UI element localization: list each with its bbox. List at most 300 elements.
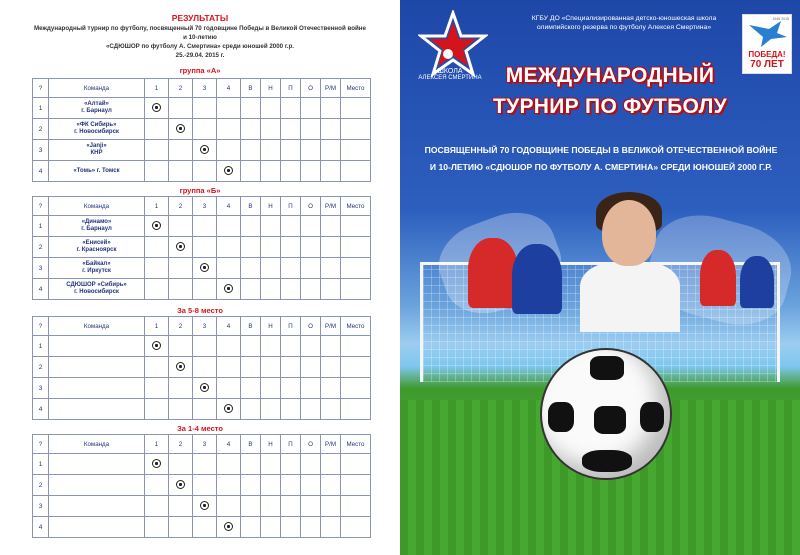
column-header: 4 <box>217 197 241 216</box>
results-table <box>32 316 371 420</box>
score-cell <box>217 258 241 279</box>
score-cell <box>301 517 321 538</box>
row-number: 1 <box>33 98 49 119</box>
team-name-line: г. Новосибирск <box>74 289 119 295</box>
row-number: 2 <box>33 357 49 378</box>
results-table <box>32 196 371 300</box>
table-row <box>33 378 371 399</box>
row-number: 3 <box>33 378 49 399</box>
score-cell <box>341 258 371 279</box>
score-cell <box>281 357 301 378</box>
score-cell <box>193 161 217 182</box>
org-line: КГБУ ДО «Специализированная детско-юношеская школа <box>531 15 717 22</box>
team-cell <box>49 378 145 399</box>
group-title: группа «А» <box>179 66 221 75</box>
cover-dedication <box>406 142 796 176</box>
score-cell <box>281 454 301 475</box>
row-number: 4 <box>33 279 49 300</box>
table-row <box>33 279 371 300</box>
table-row <box>33 161 371 182</box>
column-header: Команда <box>49 197 145 216</box>
score-cell <box>241 279 261 300</box>
score-cell <box>241 399 261 420</box>
football-icon <box>176 362 185 371</box>
score-cell <box>321 161 341 182</box>
score-cell <box>145 399 169 420</box>
score-cell <box>341 517 371 538</box>
football-icon <box>224 284 233 293</box>
score-cell <box>217 216 241 237</box>
team-name-line: КНР <box>90 150 103 156</box>
player-figure <box>740 256 774 308</box>
team-cell <box>49 258 145 279</box>
score-cell <box>341 496 371 517</box>
score-cell <box>169 98 193 119</box>
victory-line: 70 ЛЕТ <box>750 59 784 70</box>
group-title: За 5-8 место <box>177 306 223 315</box>
logo-line: АЛЕКСЕЯ СМЕРТИНА <box>418 75 482 81</box>
score-cell <box>261 336 281 357</box>
score-cell <box>169 216 193 237</box>
score-cell <box>145 216 169 237</box>
score-cell <box>301 98 321 119</box>
score-cell <box>145 161 169 182</box>
team-cell <box>49 454 145 475</box>
team-name-line: «Енисей» <box>82 240 111 246</box>
row-number: 3 <box>33 496 49 517</box>
score-cell <box>145 98 169 119</box>
score-cell <box>281 216 301 237</box>
column-header: 4 <box>217 317 241 336</box>
score-cell <box>281 119 301 140</box>
score-cell <box>193 357 217 378</box>
score-cell <box>341 237 371 258</box>
score-cell <box>241 496 261 517</box>
score-cell <box>241 140 261 161</box>
score-cell <box>241 378 261 399</box>
organization-name <box>504 14 744 32</box>
subtitle-line: «СДЮШОР по футболу А. Смертина» среди юношей 2000 г.р. <box>105 43 295 50</box>
score-cell <box>193 517 217 538</box>
football-icon <box>152 459 161 468</box>
team-name-line: «Janji» <box>86 143 107 149</box>
table-row <box>33 140 371 161</box>
cover-page <box>400 0 800 555</box>
score-cell <box>321 98 341 119</box>
football-icon <box>200 263 209 272</box>
column-header: Место <box>341 197 371 216</box>
coach-shirt <box>580 262 680 332</box>
team-cell <box>49 216 145 237</box>
score-cell <box>301 140 321 161</box>
score-cell <box>281 237 301 258</box>
score-cell <box>261 161 281 182</box>
score-cell <box>169 378 193 399</box>
score-cell <box>217 119 241 140</box>
score-cell <box>261 454 281 475</box>
score-cell <box>281 378 301 399</box>
score-cell <box>261 475 281 496</box>
column-header: В <box>241 79 261 98</box>
score-cell <box>301 237 321 258</box>
team-name-line: «ФК Сибирь» <box>76 122 117 128</box>
score-cell <box>341 378 371 399</box>
football-icon <box>200 383 209 392</box>
score-cell <box>261 517 281 538</box>
row-number: 3 <box>33 140 49 161</box>
table-row <box>33 475 371 496</box>
score-cell <box>301 161 321 182</box>
score-cell <box>217 496 241 517</box>
score-cell <box>261 237 281 258</box>
column-header: П <box>281 79 301 98</box>
table-row <box>33 336 371 357</box>
score-cell <box>301 357 321 378</box>
score-cell <box>281 517 301 538</box>
score-cell <box>169 258 193 279</box>
table-header-row <box>33 435 371 454</box>
score-cell <box>261 258 281 279</box>
subtitle-line: Международный турнир по футболу, посвященный 70 годовщине Победы в Великой Отечественной войне <box>34 25 366 32</box>
score-cell <box>217 357 241 378</box>
row-number: 2 <box>33 119 49 140</box>
column-header: В <box>241 317 261 336</box>
column-header: Место <box>341 435 371 454</box>
score-cell <box>321 454 341 475</box>
column-header: П <box>281 197 301 216</box>
score-cell <box>241 258 261 279</box>
score-cell <box>145 119 169 140</box>
column-header: О <box>301 435 321 454</box>
subtitle-line: и 10-летию <box>183 34 217 41</box>
column-header: Н <box>261 79 281 98</box>
score-cell <box>301 119 321 140</box>
score-cell <box>217 454 241 475</box>
column-header: Р/М <box>321 317 341 336</box>
table-row <box>33 399 371 420</box>
player-figure <box>700 250 736 306</box>
column-header: Н <box>261 435 281 454</box>
team-name-line: «Байкал» <box>82 261 111 267</box>
score-cell <box>321 237 341 258</box>
team-cell <box>49 237 145 258</box>
group-title: группа «Б» <box>179 186 221 195</box>
score-cell <box>321 496 341 517</box>
title-line: ТУРНИР ПО ФУТБОЛУ <box>492 95 728 118</box>
soccer-ball-image <box>540 348 672 480</box>
football-icon <box>176 124 185 133</box>
column-header: 3 <box>193 197 217 216</box>
score-cell <box>169 161 193 182</box>
score-cell <box>301 454 321 475</box>
subtitle-line: 25.-29.04. 2015 г. <box>175 52 225 59</box>
football-icon <box>152 341 161 350</box>
column-header: Команда <box>49 435 145 454</box>
team-name-line: г. Иркутск <box>82 268 111 274</box>
score-cell <box>341 357 371 378</box>
team-cell <box>49 399 145 420</box>
score-cell <box>169 279 193 300</box>
column-header: 3 <box>193 435 217 454</box>
team-name-line: г. Барнаул <box>81 226 112 232</box>
column-header: В <box>241 435 261 454</box>
score-cell <box>261 140 281 161</box>
score-cell <box>241 161 261 182</box>
logo-line: ШКОЛА <box>437 68 463 75</box>
title-line: МЕЖДУНАРОДНЫЙ <box>505 64 715 87</box>
player-figure <box>468 238 518 308</box>
row-number: 1 <box>33 454 49 475</box>
score-cell <box>217 98 241 119</box>
score-cell <box>217 161 241 182</box>
table-row <box>33 454 371 475</box>
score-cell <box>321 216 341 237</box>
score-cell <box>241 357 261 378</box>
score-cell <box>193 258 217 279</box>
column-header: ? <box>33 435 49 454</box>
team-name-line: «Динамо» <box>81 219 112 225</box>
score-cell <box>169 336 193 357</box>
score-cell <box>261 496 281 517</box>
column-header: Команда <box>49 79 145 98</box>
column-header: 2 <box>169 197 193 216</box>
coach-face <box>602 200 656 266</box>
score-cell <box>169 454 193 475</box>
table-header-row <box>33 317 371 336</box>
score-cell <box>281 98 301 119</box>
table-row <box>33 496 371 517</box>
score-cell <box>145 357 169 378</box>
score-cell <box>169 475 193 496</box>
row-number: 4 <box>33 399 49 420</box>
score-cell <box>193 378 217 399</box>
score-cell <box>169 140 193 161</box>
team-name-line: г. Барнаул <box>81 108 112 114</box>
score-cell <box>341 279 371 300</box>
score-cell <box>321 399 341 420</box>
team-name-line: СДЮШОР «Сибирь» <box>66 282 127 288</box>
column-header: 3 <box>193 79 217 98</box>
column-header: 4 <box>217 79 241 98</box>
score-cell <box>341 399 371 420</box>
score-cell <box>341 98 371 119</box>
score-cell <box>193 98 217 119</box>
score-cell <box>241 517 261 538</box>
table-row <box>33 517 371 538</box>
score-cell <box>145 336 169 357</box>
score-cell <box>193 454 217 475</box>
score-cell <box>193 237 217 258</box>
score-cell <box>261 357 281 378</box>
score-cell <box>341 140 371 161</box>
team-cell <box>49 98 145 119</box>
score-cell <box>217 517 241 538</box>
score-cell <box>193 399 217 420</box>
score-cell <box>217 378 241 399</box>
score-cell <box>321 140 341 161</box>
score-cell <box>281 140 301 161</box>
score-cell <box>169 119 193 140</box>
column-header: 3 <box>193 317 217 336</box>
row-number: 3 <box>33 258 49 279</box>
column-header: Н <box>261 197 281 216</box>
score-cell <box>193 279 217 300</box>
score-cell <box>341 216 371 237</box>
score-cell <box>261 98 281 119</box>
score-cell <box>241 454 261 475</box>
score-cell <box>321 517 341 538</box>
score-cell <box>145 140 169 161</box>
football-icon <box>224 522 233 531</box>
column-header: Место <box>341 317 371 336</box>
score-cell <box>169 237 193 258</box>
score-cell <box>241 216 261 237</box>
column-header: 4 <box>217 435 241 454</box>
results-table <box>32 434 371 538</box>
column-header: 1 <box>145 435 169 454</box>
score-cell <box>261 119 281 140</box>
row-number: 2 <box>33 475 49 496</box>
score-cell <box>321 357 341 378</box>
score-cell <box>301 258 321 279</box>
victory-line: ПОБЕДА! <box>748 50 786 59</box>
score-cell <box>145 237 169 258</box>
team-name-line: «Алтай» <box>84 101 109 107</box>
team-cell <box>49 336 145 357</box>
score-cell <box>145 454 169 475</box>
column-header: 2 <box>169 317 193 336</box>
score-cell <box>301 399 321 420</box>
football-icon <box>224 404 233 413</box>
team-cell <box>49 140 145 161</box>
score-cell <box>217 336 241 357</box>
table-row <box>33 237 371 258</box>
score-cell <box>193 496 217 517</box>
score-cell <box>145 517 169 538</box>
score-cell <box>261 378 281 399</box>
score-cell <box>145 378 169 399</box>
row-number: 4 <box>33 161 49 182</box>
column-header: 1 <box>145 79 169 98</box>
score-cell <box>281 496 301 517</box>
score-cell <box>193 475 217 496</box>
team-cell <box>49 496 145 517</box>
dedication-line: И 10-ЛЕТИЮ «СДЮШОР ПО ФУТБОЛУ А. СМЕРТИНА» СРЕДИ ЮНОШЕЙ 2000 Г.Р. <box>429 162 773 172</box>
row-number: 4 <box>33 517 49 538</box>
column-header: Р/М <box>321 435 341 454</box>
table-row <box>33 119 371 140</box>
score-cell <box>301 496 321 517</box>
team-name-line: г. Красноярск <box>76 247 117 253</box>
score-cell <box>321 378 341 399</box>
results-table <box>32 78 371 182</box>
score-cell <box>145 475 169 496</box>
column-header: Команда <box>49 317 145 336</box>
score-cell <box>169 517 193 538</box>
score-cell <box>301 279 321 300</box>
football-icon <box>152 103 161 112</box>
score-cell <box>281 258 301 279</box>
score-cell <box>281 279 301 300</box>
football-icon <box>152 221 161 230</box>
score-cell <box>301 378 321 399</box>
football-icon <box>200 145 209 154</box>
score-cell <box>321 475 341 496</box>
score-cell <box>321 336 341 357</box>
column-header: В <box>241 197 261 216</box>
football-icon <box>224 166 233 175</box>
column-header: ? <box>33 317 49 336</box>
football-icon <box>176 480 185 489</box>
score-cell <box>341 119 371 140</box>
team-name-line: г. Новосибирск <box>74 129 119 135</box>
table-row <box>33 98 371 119</box>
score-cell <box>341 161 371 182</box>
score-cell <box>241 475 261 496</box>
score-cell <box>301 475 321 496</box>
cover-title <box>460 60 760 122</box>
score-cell <box>193 140 217 161</box>
victory-years: 1945 2015 <box>772 17 789 21</box>
score-cell <box>261 399 281 420</box>
player-figure <box>512 244 562 314</box>
score-cell <box>321 279 341 300</box>
score-cell <box>193 216 217 237</box>
score-cell <box>341 454 371 475</box>
football-icon <box>200 501 209 510</box>
dedication-line: ПОСВЯЩЕННЫЙ 70 ГОДОВЩИНЕ ПОБЕДЫ В ВЕЛИКОЙ ОТЕЧЕСТВЕННОЙ ВОЙНЕ <box>424 145 778 155</box>
column-header: П <box>281 317 301 336</box>
row-number: 1 <box>33 336 49 357</box>
team-cell <box>49 475 145 496</box>
team-name-line: «Томь» г. Томск <box>73 167 120 174</box>
score-cell <box>169 357 193 378</box>
column-header: 2 <box>169 79 193 98</box>
group-title: За 1-4 место <box>177 424 223 433</box>
table-row <box>33 357 371 378</box>
score-cell <box>281 161 301 182</box>
score-cell <box>321 258 341 279</box>
score-cell <box>301 216 321 237</box>
score-cell <box>321 119 341 140</box>
score-cell <box>241 119 261 140</box>
football-icon <box>176 242 185 251</box>
score-cell <box>341 336 371 357</box>
column-header: О <box>301 197 321 216</box>
score-cell <box>145 279 169 300</box>
results-subtitle <box>0 24 400 60</box>
results-title: РЕЗУЛЬТАТЫ <box>171 13 229 23</box>
column-header: Место <box>341 79 371 98</box>
score-cell <box>169 496 193 517</box>
team-cell <box>49 517 145 538</box>
score-cell <box>241 336 261 357</box>
score-cell <box>241 98 261 119</box>
score-cell <box>217 279 241 300</box>
row-number: 2 <box>33 237 49 258</box>
column-header: 1 <box>145 197 169 216</box>
column-header: Н <box>261 317 281 336</box>
column-header: 2 <box>169 435 193 454</box>
column-header: Р/М <box>321 197 341 216</box>
score-cell <box>261 279 281 300</box>
score-cell <box>145 258 169 279</box>
score-cell <box>145 496 169 517</box>
column-header: Р/М <box>321 79 341 98</box>
table-header-row <box>33 79 371 98</box>
org-line: олимпийского резерва по футболу Алексея Смертина» <box>536 24 712 31</box>
column-header: О <box>301 317 321 336</box>
